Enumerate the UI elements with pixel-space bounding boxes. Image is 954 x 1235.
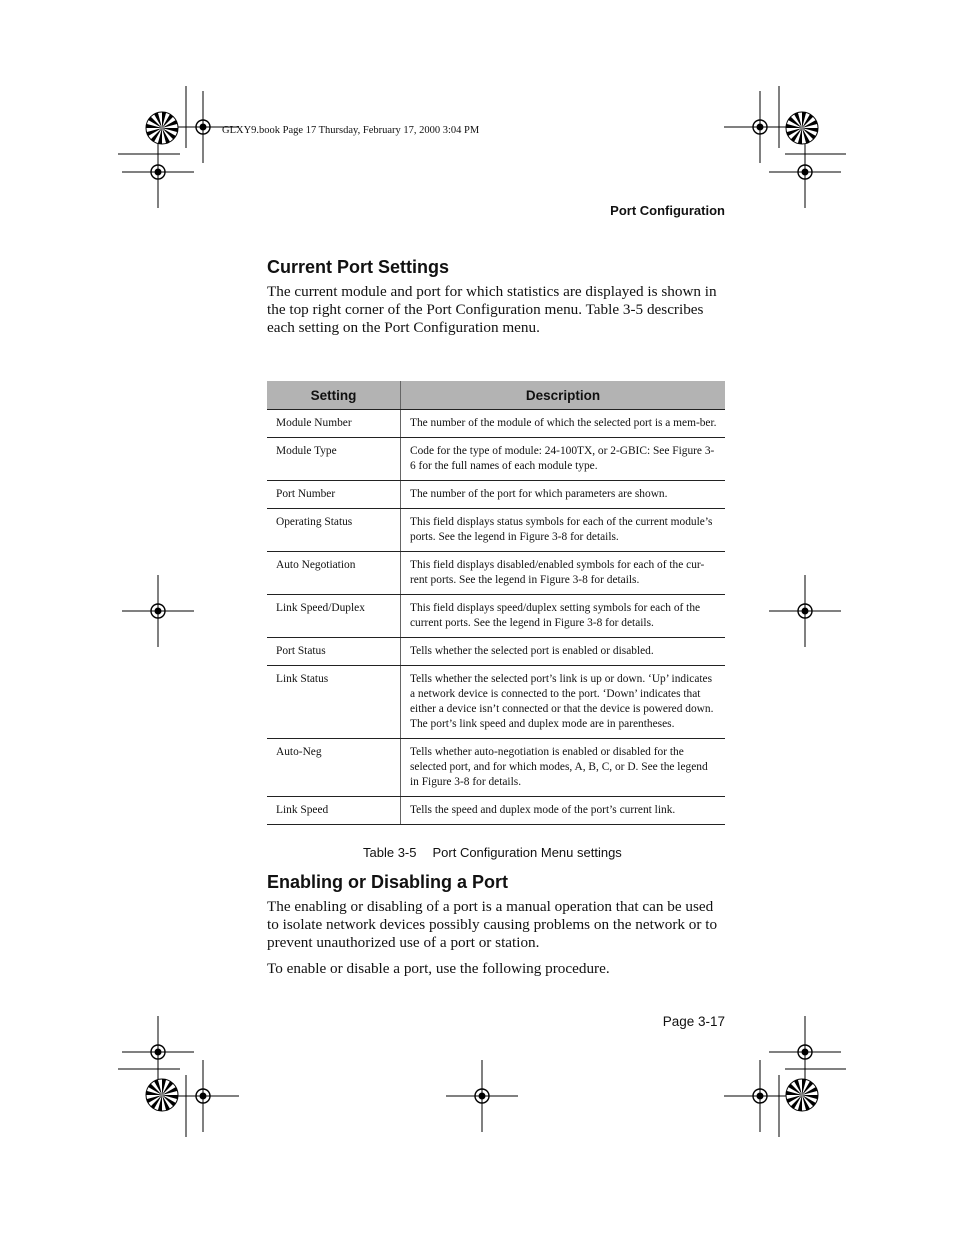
column-header-setting: Setting bbox=[267, 381, 401, 410]
description-cell: This field displays disabled/enabled symbols for each of the cur-rent ports. See the legend in Figure 3-8 for details. bbox=[401, 552, 726, 595]
setting-cell: Module Type bbox=[267, 438, 401, 481]
setting-cell: Port Status bbox=[267, 638, 401, 666]
table-row bbox=[267, 410, 725, 438]
description-cell: Tells whether the selected port is enabled or disabled. bbox=[401, 638, 726, 666]
registration-mark-icon bbox=[769, 1016, 841, 1088]
setting-cell: Port Number bbox=[267, 481, 401, 509]
registration-mark-icon bbox=[724, 1060, 796, 1132]
registration-mark-icon bbox=[122, 575, 194, 647]
description-cell: This field displays speed/duplex setting symbols for each of the current ports. See the legend in Figure 3-8 for details. bbox=[401, 595, 726, 638]
table-caption bbox=[363, 845, 622, 860]
setting-cell: Auto Negotiation bbox=[267, 552, 401, 595]
table-row bbox=[267, 638, 725, 666]
settings-table bbox=[267, 381, 725, 825]
registration-mark-icon bbox=[122, 1016, 194, 1088]
registration-mark-icon bbox=[446, 1060, 518, 1132]
description-cell: Tells whether the selected port’s link is up or down. ‘Up’ indicates a network device is connected to the port. ‘Down’ indicates that either a device isn’t connected or that the device is powered down. The port’s link speed and duplex mode are in parentheses. bbox=[401, 666, 726, 739]
description-cell: The number of the port for which parameters are shown. bbox=[401, 481, 726, 509]
table-row bbox=[267, 595, 725, 638]
table-row bbox=[267, 481, 725, 509]
table-caption-label: Table 3-5 bbox=[363, 845, 417, 860]
setting-cell: Module Number bbox=[267, 410, 401, 438]
setting-cell: Auto-Neg bbox=[267, 739, 401, 797]
table-row bbox=[267, 552, 725, 595]
section-body-paragraph: The enabling or disabling of a port is a manual operation that can be used to isolate network devices possibly causing problems on the network or to prevent unauthorized use of a port or station. bbox=[267, 898, 718, 951]
registration-mark-icon bbox=[122, 136, 194, 208]
table-row bbox=[267, 739, 725, 797]
registration-mark-icon bbox=[724, 91, 796, 163]
setting-cell: Link Status bbox=[267, 666, 401, 739]
table-row bbox=[267, 438, 725, 481]
table-caption-text: Port Configuration Menu settings bbox=[432, 845, 622, 860]
procedure-intro-paragraph: To enable or disable a port, use the following procedure. bbox=[267, 960, 610, 977]
section-intro-paragraph: The current module and port for which statistics are displayed is shown in the top right corner of the Port Configuration menu. Table 3-5 describes each setting on the Port Configuration menu. bbox=[267, 283, 717, 336]
setting-cell: Link Speed bbox=[267, 797, 401, 825]
table-row bbox=[267, 666, 725, 739]
column-header-description: Description bbox=[401, 381, 726, 410]
section-heading-current-port-settings: Current Port Settings bbox=[267, 257, 450, 277]
setting-cell: Operating Status bbox=[267, 509, 401, 552]
star-target-icon bbox=[146, 112, 178, 144]
description-cell: Tells whether auto-negotiation is enabled or disabled for the selected port, and for which modes, A, B, C, or D. See the legend in Figure 3-8 for details. bbox=[401, 739, 726, 797]
registration-mark-icon bbox=[769, 575, 841, 647]
star-target-icon bbox=[786, 112, 818, 144]
description-cell: Tells the speed and duplex mode of the port’s current link. bbox=[401, 797, 726, 825]
running-head: Port Configuration bbox=[610, 203, 725, 218]
description-cell: The number of the module of which the selected port is a mem-ber. bbox=[401, 410, 726, 438]
star-target-icon bbox=[786, 1079, 818, 1111]
star-target-icon bbox=[146, 1079, 178, 1111]
table-header-row bbox=[267, 381, 725, 410]
description-cell: This field displays status symbols for each of the current module’s ports. See the legend in Figure 3-8 for details. bbox=[401, 509, 726, 552]
table-row bbox=[267, 797, 725, 825]
print-slug: GLXY9.book Page 17 Thursday, February 17, 2000 3:04 PM bbox=[222, 125, 480, 136]
registration-mark-icon bbox=[769, 136, 841, 208]
table-row bbox=[267, 509, 725, 552]
page-number: Page 3-17 bbox=[662, 1014, 725, 1029]
description-cell: Code for the type of module: 24-100TX, or 2-GBIC: See Figure 3-6 for the full names of each module type. bbox=[401, 438, 726, 481]
section-heading-enabling-port: Enabling or Disabling a Port bbox=[267, 872, 509, 892]
setting-cell: Link Speed/Duplex bbox=[267, 595, 401, 638]
